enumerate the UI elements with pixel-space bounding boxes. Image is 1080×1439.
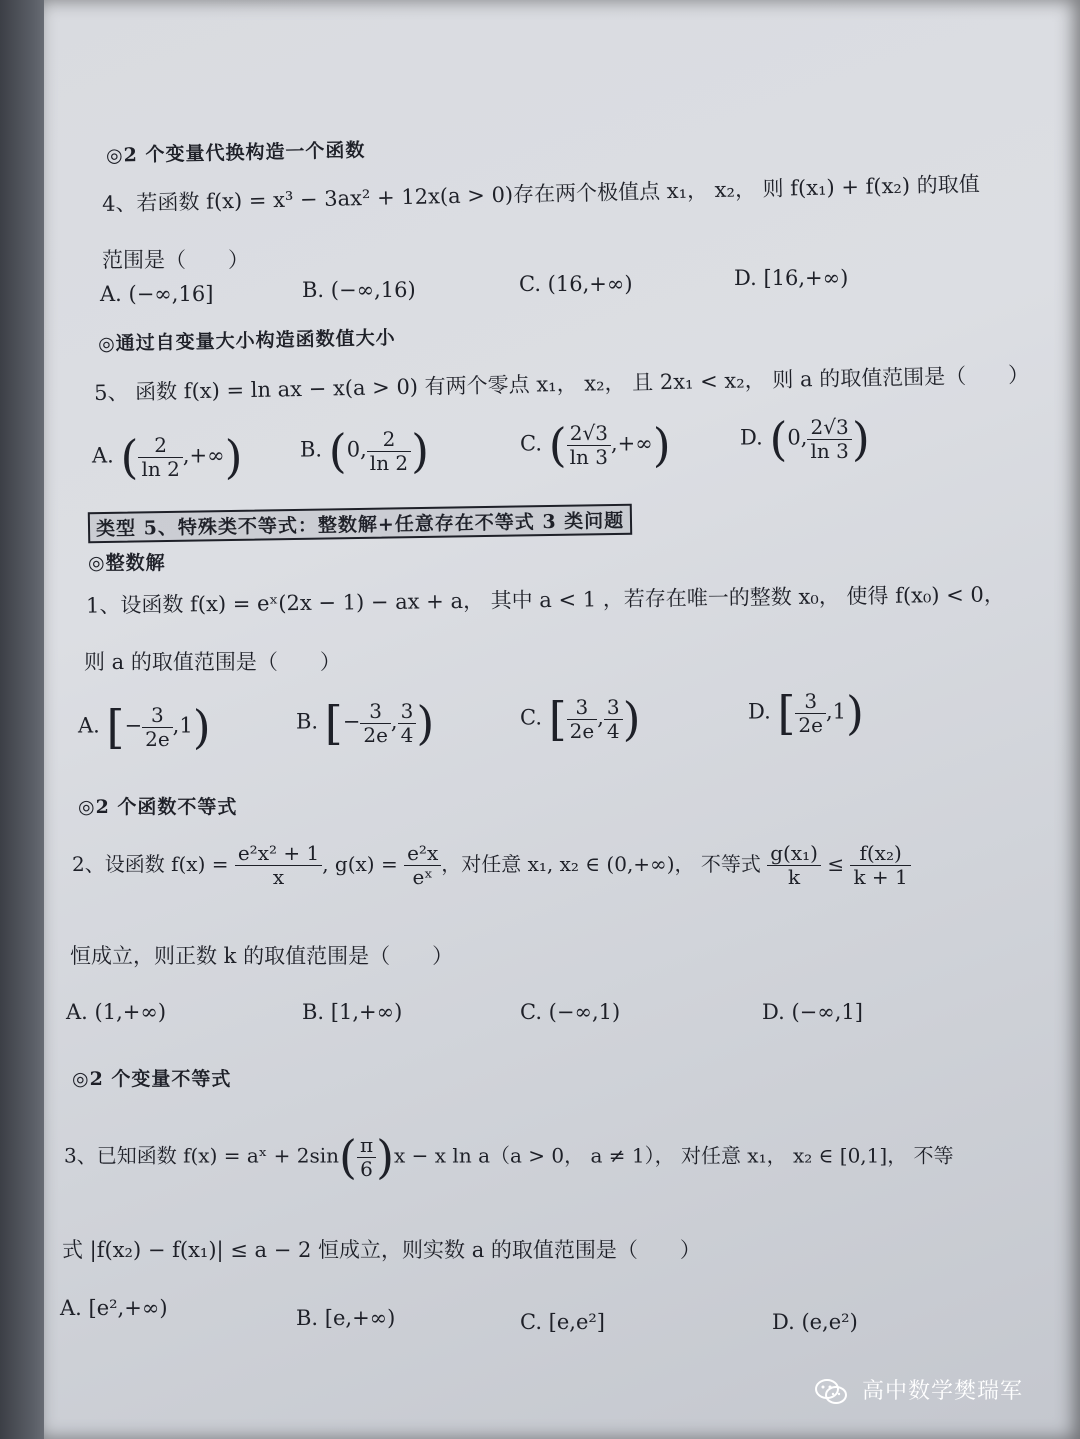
q1-option-d-label: D. [748,699,771,724]
q3-option-b: B. [e,+∞) [296,1306,396,1330]
q2-mid: ，对任意 x₁, x₂ ∈ (0,+∞)， 不等式 [441,852,761,876]
type-5-heading-box: 类型 5、特殊类不等式：整数解+任意存在不等式 3 类问题 [88,504,633,544]
q2-f-den: x [272,865,285,889]
q1-option-b: B. [− $\frac{3}{2e}$ , $\frac{3}{4}$ ) [296,696,435,750]
q5-option-c: C. ( $\frac{2√3}{\ln 3}$ ,+∞) [520,418,671,472]
q2-r-den: k + 1 [853,865,908,889]
question-2-range: 恒成立，则正数 k 的取值范围是（ ） [70,944,454,968]
q1-option-c-label: C. [520,705,542,730]
q3-option-a: A. [e²,+∞) [60,1296,168,1320]
q2-f-num: e²x² + 1 [235,842,322,866]
section-heading-two-variable-inequality: ◎2 个变量不等式 [72,1068,232,1090]
q5-d-head: 0, [787,425,808,450]
question-5-text: 5、 函数 f(x) = ln ax − x(a > 0) 有两个零点 x₁， x₂， 且 2x₁ < x₂， 则 a 的取值范围是（ ） [93,363,1030,405]
q2-prefix: 2、设函数 f(x) = [72,852,229,876]
q1-b-num1: 3 [360,700,391,724]
q1-b-sign: − [342,709,361,734]
section-heading-monotonic: ◎通过自变量大小构造函数值大小 [97,326,396,356]
q3-suffix: x − x ln a（a > 0， a ≠ 1）， 对任意 x₁， x₂ ∈ [0,1]， 不等 [394,1143,954,1168]
q4-option-c: C. (16,+∞) [519,272,633,296]
q5-option-a: A. ( $\frac{2}{\ln 2}$ ,+∞) [92,430,243,484]
section-heading-variable-substitution: ◎2 个变量代换构造一个函数 [105,139,366,167]
q1-b-num2: 3 [398,700,417,724]
q1-d-num: 3 [795,690,826,714]
q1-c-den2: 4 [606,718,620,743]
q3-option-d: D. (e,e²) [772,1310,858,1334]
q2-g-num: e²x [404,842,441,866]
q5-a-tail: ,+∞ [182,443,225,468]
q5-option-b-label: B. [300,437,323,462]
q1-b-den2: 4 [400,722,414,747]
q1-b-den1: 2e [363,722,388,747]
q4-option-a: A. (−∞,16] [100,282,214,306]
section-heading-integer-solution: ◎整数解 [88,552,166,574]
q5-a-num: 2 [138,434,182,458]
q1-c-den1: 2e [569,718,595,743]
q3-option-c: C. [e,e²] [520,1310,606,1334]
q1-option-d: D. [ $\frac{3}{2e}$ ,1) [748,686,864,740]
q2-l-den: k [788,865,801,889]
document-page [44,0,1080,1439]
q2-g-label: , g(x) = [322,852,398,876]
q4-option-d: D. [16,+∞) [734,266,849,290]
q5-option-d: D. (0, $\frac{2√3}{\ln 3}$ ) [740,412,870,466]
q5-option-d-label: D. [740,425,763,450]
q3-prefix: 3、已知函数 f(x) = aˣ + 2sin [64,1143,339,1168]
q1-d-den: 2e [798,712,823,737]
q5-d-den: ln 3 [810,438,849,463]
q2-g-den: eˣ [412,865,433,889]
q4-option-b: B. (−∞,16) [302,278,416,302]
q2-r-num: f(x₂) [850,842,910,866]
question-1-range: 则 a 的取值范围是（ ） [84,650,341,674]
q1-a-sign: − [124,713,143,738]
q1-a-den: 2e [145,726,170,751]
wechat-icon [814,1378,848,1406]
q5-c-den: ln 3 [569,444,608,469]
q5-d-num: 2√3 [807,416,851,440]
question-4-text: 4、若函数 f(x) = x³ − 3ax² + 12x(a > 0)存在两个极值点 x₁， x₂， 则 f(x₁) + f(x₂) 的取值 [101,172,980,216]
q1-a-tail: ,1 [172,713,193,738]
question-3-text: 3、已知函数 f(x) = aˣ + 2sin( $\frac{\pi}{6}$ )x − x ln a（a > 0， a ≠ 1）， 对任意 x₁， x₂ ∈ [0,1]， 不等 [64,1130,954,1184]
section-heading-two-function-inequality: ◎2 个函数不等式 [78,796,238,818]
q5-option-b: B. (0, $\frac{2}{\ln 2}$ ) [300,424,430,478]
q5-c-tail: ,+∞ [611,431,653,456]
q2-option-b: B. [1,+∞) [302,1000,403,1024]
q1-c-num1: 3 [567,696,598,720]
q1-a-num: 3 [142,704,173,728]
q1-c-num2: 3 [604,696,623,720]
q3-pi-den: 6 [360,1156,373,1181]
question-4-range: 范围是（ ） [102,248,249,272]
q1-option-a: A. [− $\frac{3}{2e}$ ,1) [78,700,211,754]
q1-option-b-label: B. [296,709,319,734]
q1-option-a-label: A. [78,713,100,738]
q2-option-d: D. (−∞,1] [762,1000,863,1024]
q2-option-a: A. (1,+∞) [66,1000,167,1024]
question-3-range: 式 |f(x₂) − f(x₁)| ≤ a − 2 恒成立，则实数 a 的取值范围是（ ） [62,1238,701,1262]
question-2-text [72,842,911,889]
q5-b-head: 0, [346,437,367,462]
q2-l-num: g(x₁) [767,842,821,866]
q5-b-den: ln 2 [369,450,409,475]
q1-option-c: C. [ $\frac{3}{2e}$ , $\frac{3}{4}$ ) [520,692,641,746]
q5-option-c-label: C. [520,431,542,456]
q1-d-tail: ,1 [825,699,847,724]
question-1-text: 1、设函数 f(x) = eˣ(2x − 1) − ax + a， 其中 a < 1 ，若存在唯一的整数 x₀， 使得 f(x₀) < 0， [85,582,1005,618]
watermark-text: 高中数学樊瑞军 [862,1379,1024,1404]
q5-option-a-label: A. [92,443,114,468]
q2-option-c: C. (−∞,1) [520,1000,621,1024]
q5-b-num: 2 [367,428,411,452]
q3-pi-num: π [357,1134,376,1158]
q5-a-den: ln 2 [141,456,180,481]
q2-le: ≤ [827,852,845,876]
watermark [814,1374,1023,1406]
q5-c-num: 2√3 [567,422,611,446]
